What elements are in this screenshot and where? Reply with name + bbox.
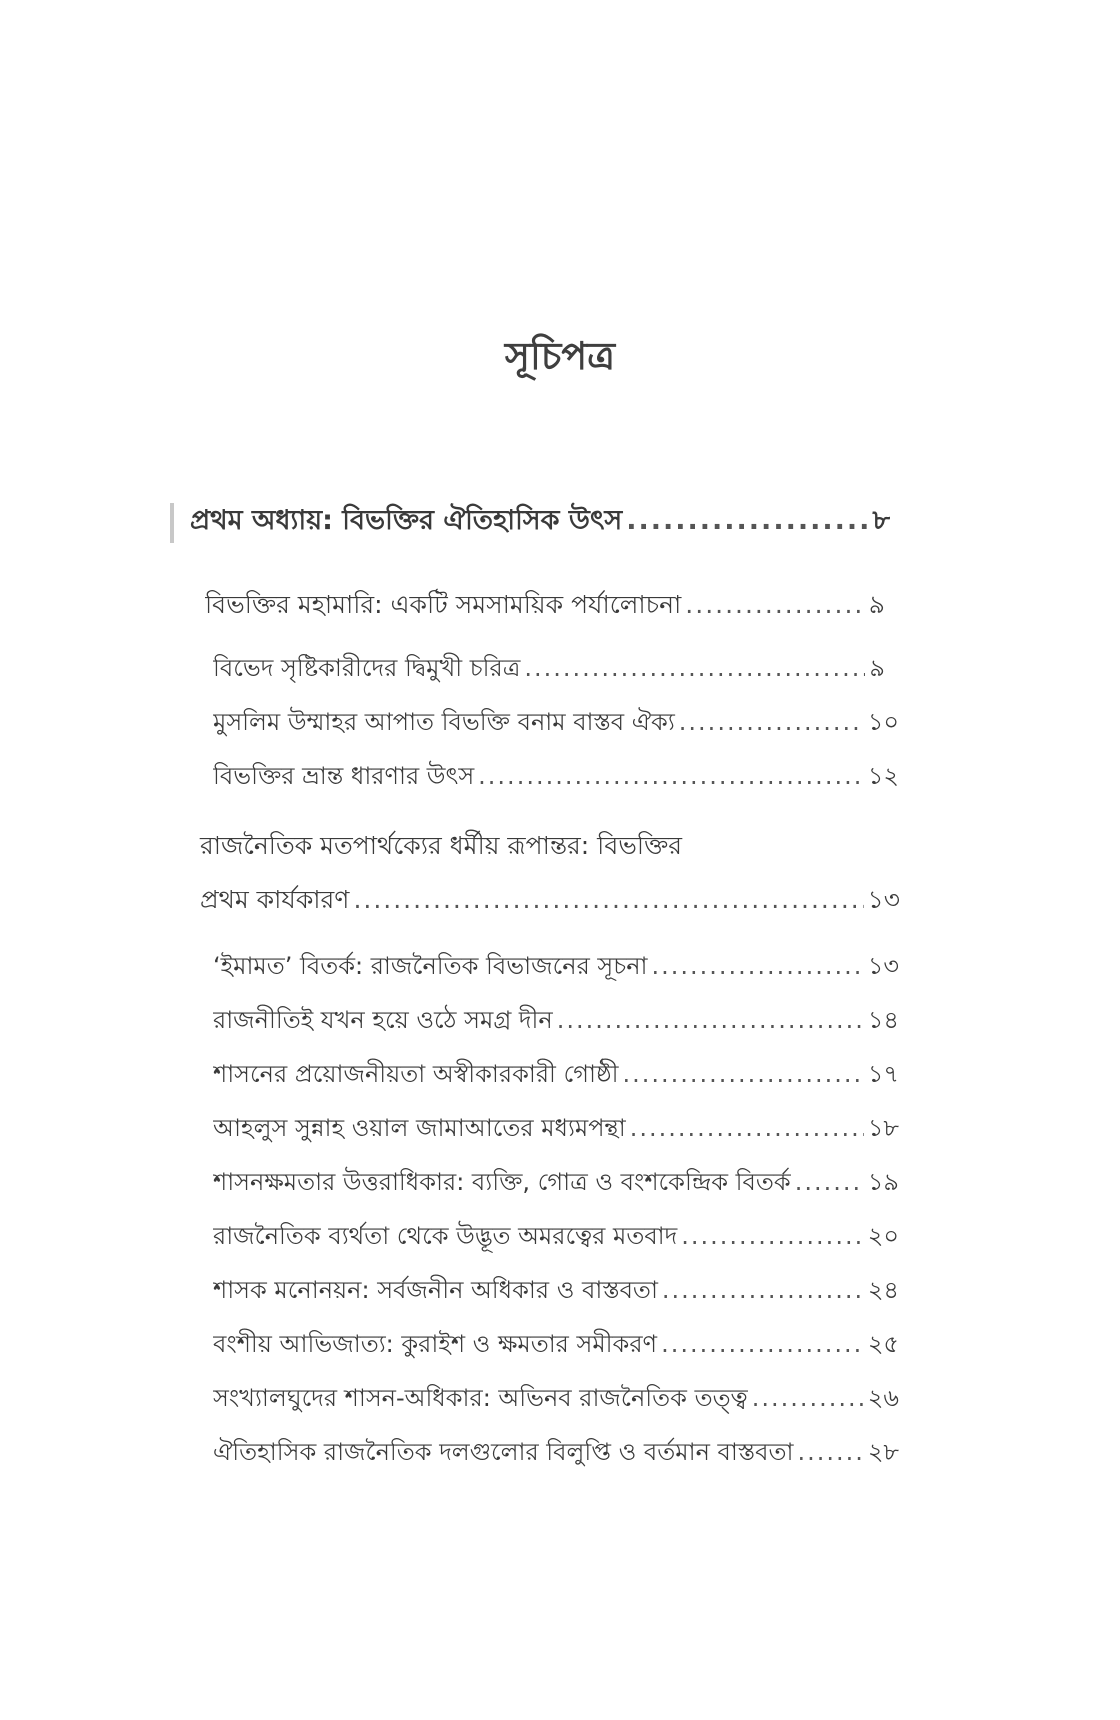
toc-page-number: ১৩ (867, 952, 899, 980)
toc-leader-dots (662, 1276, 864, 1304)
toc-page-number: ১০ (867, 708, 899, 736)
toc-subsection-entry[interactable] (213, 704, 899, 744)
toc-leader-dots (478, 762, 864, 790)
toc-page-number: ২৫ (867, 1330, 899, 1358)
toc-subsection-label: শাসনের প্রয়োজনীয়তা অস্বীকারকারী গোষ্ঠী (213, 1060, 619, 1088)
toc-leader-dots (795, 1168, 864, 1196)
toc-subsection-label: মুসলিম উম্মাহর আপাত বিভক্তি বনাম বাস্তব ঐক্য (213, 708, 675, 736)
toc-page-number: ১৯ (867, 1168, 899, 1196)
toc-subsection-entry[interactable] (213, 1110, 899, 1150)
toc-page-number: ২৬ (867, 1384, 899, 1412)
toc-leader-dots (679, 708, 864, 736)
toc-leader-dots (652, 952, 864, 980)
toc-page-number: ৮ (872, 505, 890, 536)
toc-subsection-entry[interactable] (213, 1002, 899, 1042)
toc-leader-dots (353, 885, 863, 914)
toc-leader-dots (626, 505, 868, 536)
toc-leader-dots (797, 1438, 863, 1466)
toc-subsection-label: বংশীয় আভিজাত্য: কুরাইশ ও ক্ষমতার সমীকরণ (213, 1330, 658, 1358)
toc-section-entry[interactable] (200, 880, 900, 923)
toc-page-number: ২৮ (867, 1438, 899, 1466)
toc-subsection-label: শাসনক্ষমতার উত্তরাধিকার: ব্যক্তি, গোত্র ও বংশকেন্দ্রিক বিতর্ক (213, 1168, 791, 1196)
chapter-marker-bar (170, 503, 174, 543)
toc-subsection-entry[interactable] (213, 758, 899, 798)
toc-subsection-entry[interactable] (213, 1056, 899, 1096)
toc-page-number: ২৪ (867, 1276, 899, 1304)
toc-section-entry[interactable] (205, 585, 885, 628)
toc-page-number: ৯ (868, 590, 885, 619)
toc-leader-dots (685, 590, 864, 619)
toc-page-number: ২০ (867, 1222, 899, 1250)
toc-subsection-label: আহলুস সুন্নাহ ওয়াল জামাআতের মধ্যমপন্থা (213, 1114, 626, 1142)
toc-page-number: ১৮ (867, 1114, 899, 1142)
toc-leader-dots (622, 1060, 863, 1088)
toc-chapter-entry[interactable] (190, 500, 890, 545)
toc-subsection-label: ঐতিহাসিক রাজনৈতিক দলগুলোর বিলুপ্তি ও বর্তমান বাস্তবতা (213, 1438, 794, 1466)
toc-leader-dots (661, 1330, 864, 1358)
toc-subsection-label: বিভেদ সৃষ্টিকারীদের দ্বিমুখী চরিত্র (213, 654, 521, 682)
toc-subsection-entry[interactable] (213, 1326, 899, 1366)
toc-section-label: বিভক্তির মহামারি: একটি সমসাময়িক পর্যালোচনা (205, 590, 682, 619)
toc-leader-dots (524, 654, 865, 682)
toc-subsection-entry[interactable] (213, 1164, 899, 1204)
toc-page-number: ১৭ (867, 1060, 899, 1088)
page-title: সূচিপত্র (504, 334, 616, 378)
toc-leader-dots (752, 1384, 864, 1412)
toc-subsection-entry[interactable] (213, 948, 899, 988)
toc-page-number: ১২ (867, 762, 899, 790)
toc-subsection-entry[interactable] (213, 1380, 899, 1420)
toc-subsection-label: রাজনীতিই যখন হয়ে ওঠে সমগ্র দীন (213, 1006, 553, 1034)
toc-page-number: ৯ (869, 654, 885, 682)
toc-section-label-line2: প্রথম কার্যকারণ (200, 885, 350, 914)
toc-section-label-line1[interactable]: রাজনৈতিক মতপার্থক্যের ধর্মীয় রূপান্তর: বিভক্তির (200, 831, 683, 860)
toc-subsection-label: ‘ইমামত’ বিতর্ক: রাজনৈতিক বিভাজনের সূচনা (213, 952, 648, 980)
toc-chapter-label: প্রথম অধ্যায়: বিভক্তির ঐতিহাসিক উৎস (190, 505, 623, 536)
toc-subsection-entry[interactable] (213, 1434, 899, 1474)
toc-page-number: ১৪ (867, 1006, 899, 1034)
toc-leader-dots (630, 1114, 864, 1142)
toc-subsection-label: সংখ্যালঘুদের শাসন-অধিকার: অভিনব রাজনৈতিক তত্ত্ব (213, 1384, 748, 1412)
toc-subsection-entry[interactable] (213, 650, 885, 690)
toc-subsection-label: বিভক্তির ভ্রান্ত ধারণার উৎস (213, 762, 475, 790)
toc-leader-dots (681, 1222, 864, 1250)
toc-subsection-entry[interactable] (213, 1272, 899, 1312)
toc-subsection-label: শাসক মনোনয়ন: সর্বজনীন অধিকার ও বাস্তবতা (213, 1276, 658, 1304)
toc-subsection-entry[interactable] (213, 1218, 899, 1258)
toc-leader-dots (557, 1006, 864, 1034)
toc-subsection-label: রাজনৈতিক ব্যর্থতা থেকে উদ্ভূত অমরত্বের মতবাদ (213, 1222, 678, 1250)
toc-page-number: ১৩ (867, 885, 900, 914)
